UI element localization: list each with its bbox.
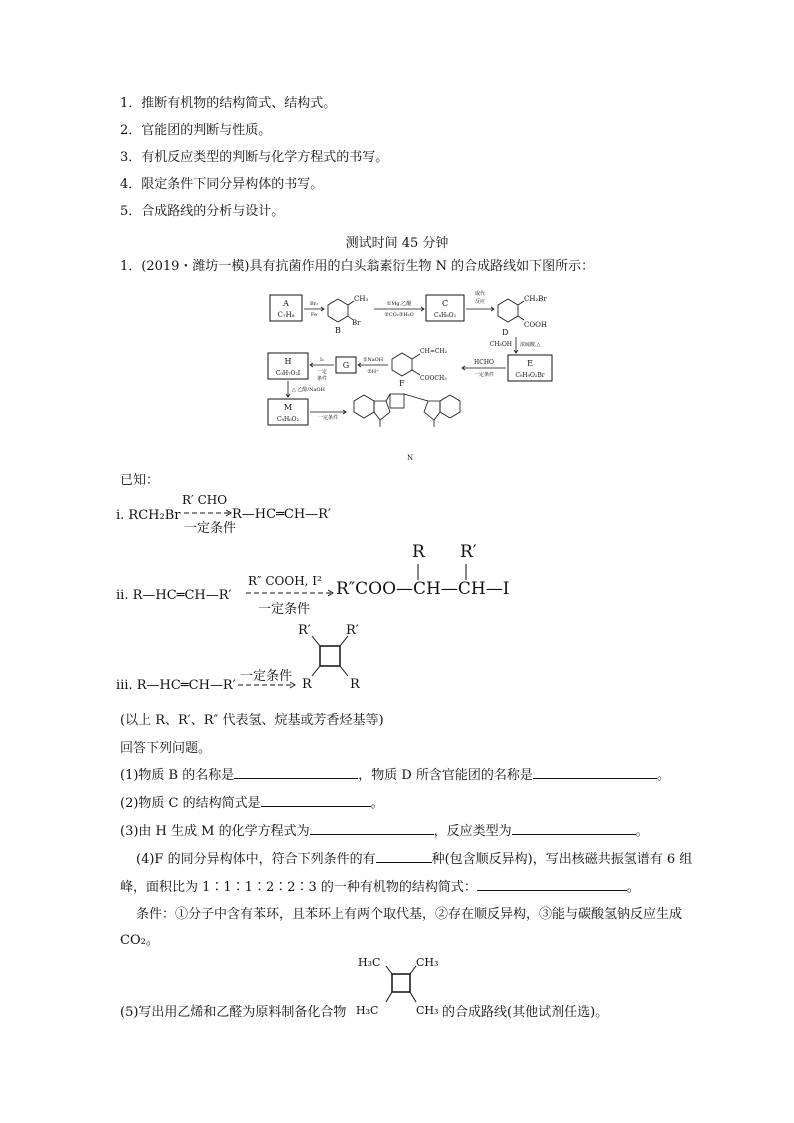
known-ii-arrow: [246, 588, 336, 598]
step7-reagent: I₂: [320, 357, 324, 363]
q5-text-a: (5)写出用乙烯和乙醛为原料制备化合物: [120, 1005, 347, 1020]
q4-text-c: 峰，面积比为 1∶1∶1∶2∶2∶3 的一种有机物的结构简式：: [120, 880, 477, 895]
q5-top-left: H₃C: [358, 956, 381, 969]
known-ii-sub-r-prime: R′: [460, 542, 477, 562]
known-ii-product: R″COO—CH—CH—I: [336, 579, 510, 599]
b-br: Br: [352, 319, 361, 327]
label-n: N: [407, 454, 414, 460]
label-b: B: [335, 326, 341, 335]
objective-3: 3．有机反应类型的判断与化学方程式的书写。: [120, 150, 389, 165]
step2-reagent: ①Mg,乙醚: [386, 301, 412, 307]
q4-line: [136, 850, 692, 869]
q2-blank[interactable]: [261, 794, 371, 807]
compound-n-structure: [354, 394, 460, 427]
synthesis-scheme: [262, 285, 562, 460]
box-h-label: H: [284, 357, 292, 366]
step7-cond1: 一定: [316, 369, 328, 375]
q4-blank-structure[interactable]: [477, 878, 627, 891]
q1-blank-d-group[interactable]: [533, 766, 657, 779]
known-iii-condition: 一定条件: [240, 669, 293, 684]
objective-4: 4．限定条件下同分异构体的书写。: [120, 177, 324, 192]
q2-text-a: (2)物质 C 的结构简式是: [120, 796, 261, 811]
question-intro: 1．(2019・潍坊一模)具有抗菌作用的白头翁素衍生物 N 的合成路线如下图所示：: [120, 259, 595, 274]
q3-blank-equation[interactable]: [310, 822, 434, 835]
q5-top-right: CH₃: [416, 956, 439, 969]
step2-workup: ②CO₂③H₂O: [384, 312, 414, 318]
box-m-formula: C₉H₆O₂: [277, 416, 299, 423]
step4-reagent: CH₃OH: [489, 341, 512, 348]
q3-line: [120, 822, 649, 841]
box-g-label: G: [342, 361, 350, 370]
objective-5: 5．合成路线的分析与设计。: [120, 204, 285, 219]
q3-end: 。: [635, 824, 649, 839]
known-ii-bonds: [410, 562, 490, 582]
note: (以上 R、R′、R″ 代表氢、烷基或芳香烃基等): [120, 713, 384, 728]
box-c-formula: C₈H₈O₂: [434, 312, 456, 319]
test-time: 测试时间 45 分钟: [345, 236, 449, 251]
known-ii-condition: 一定条件: [258, 602, 311, 617]
q2-end: 。: [370, 796, 384, 811]
q4-text-a: (4)F 的同分异构体中，符合下列条件的有: [136, 852, 376, 867]
known-i-condition: 一定条件: [184, 521, 237, 536]
conditions-a: 条件：①分子中含有苯环，且苯环上有两个取代基，②存在顺反异构，③能与碳酸氢钠反应生成: [136, 907, 683, 922]
q5-bottom-right: CH₃: [416, 1004, 439, 1017]
iii-top-right: R′: [346, 623, 359, 638]
iii-top-left: R′: [298, 623, 311, 638]
label-d: D: [502, 328, 509, 337]
q4-text-b: 种(包含顺反异构)，写出核磁共振氢谱有 6 组: [431, 852, 693, 867]
step4-condition: 浓硫酸,△: [520, 342, 541, 348]
known-title: 已知：: [120, 473, 160, 488]
step8-condition: △ 乙醇/NaOH: [292, 387, 325, 393]
step7-cond2: 条件: [316, 376, 328, 382]
step1-reagent: Br₂: [309, 301, 319, 307]
f-vinyl: CH=CH₂: [420, 348, 448, 355]
known-iii-cyclobutane: [296, 620, 376, 692]
box-c-label: C: [441, 299, 449, 308]
known-i-product: R—HC═CH—R′: [232, 507, 331, 522]
box-m-label: M: [283, 403, 293, 412]
q5-bottom-left: H₃C: [356, 1004, 379, 1017]
q3-blank-type[interactable]: [512, 822, 636, 835]
q3-text-a: (3)由 H 生成 M 的化学方程式为: [120, 824, 310, 839]
box-a-label: A: [283, 299, 289, 308]
q1-line: [120, 766, 670, 785]
conditions-b: CO₂。: [120, 933, 159, 948]
box-a-formula: C₇H₈: [277, 311, 295, 319]
step6-reagent: ①NaOH: [362, 357, 384, 363]
known-ii-sub-r: R: [412, 542, 425, 562]
objective-1: 1．推断有机物的结构简式、结构式。: [120, 96, 337, 111]
objective-2: 2．官能团的判断与性质。: [120, 123, 272, 138]
q1-end: 。: [656, 768, 670, 783]
step1-catalyst: Fe: [310, 312, 318, 318]
q1-blank-b-name[interactable]: [234, 766, 358, 779]
step9-condition: 一定条件: [317, 415, 339, 421]
q4-blank-count[interactable]: [376, 850, 432, 863]
known-iii-prefix: ⅲ. R—HC═CH—R′: [116, 678, 236, 693]
q2-line: [120, 794, 384, 813]
step3-top: 取代: [474, 291, 486, 297]
known-ii-prefix: ⅱ. R—HC═CH—R′: [116, 588, 232, 603]
q4-line-2: [120, 878, 640, 897]
q5-text-b: 的合成路线(其他试剂任选)。: [442, 1005, 609, 1020]
iii-bottom-right: R: [350, 677, 360, 692]
q1-text-a: (1)物质 B 的名称是: [120, 768, 235, 783]
b-ch3: CH₃: [354, 295, 369, 303]
known-ii-reagent: R″ COOH, I²: [248, 574, 322, 588]
iii-bottom-left: R: [302, 677, 312, 692]
box-e-formula: C₉H₉O₂Br: [515, 372, 545, 379]
d-ch2br: CH₂Br: [524, 295, 547, 303]
q4-end: 。: [626, 880, 640, 895]
f-ester: COOCH₃: [420, 375, 447, 382]
step5-condition: 一定条件: [473, 372, 495, 378]
box-e-label: E: [527, 359, 533, 368]
step6-acid: ②H⁺: [367, 369, 379, 375]
d-cooh: COOH: [524, 321, 547, 329]
label-f: F: [399, 379, 405, 388]
answer-prompt: 回答下列问题。: [120, 741, 212, 756]
q3-text-b: ，反应类型为: [433, 824, 512, 839]
known-i-prefix: ⅰ. RCH₂Br: [116, 508, 181, 523]
box-h-formula: C₉H₇O₂I: [275, 370, 301, 377]
q1-text-b: ，物质 D 所含官能团的名称是: [358, 768, 533, 783]
known-i-reagent: R′ CHO: [182, 493, 228, 507]
q5-target-compound: [354, 950, 444, 1030]
step5-reagent: HCHO: [474, 359, 494, 366]
step3-bottom: 反应: [474, 299, 486, 305]
